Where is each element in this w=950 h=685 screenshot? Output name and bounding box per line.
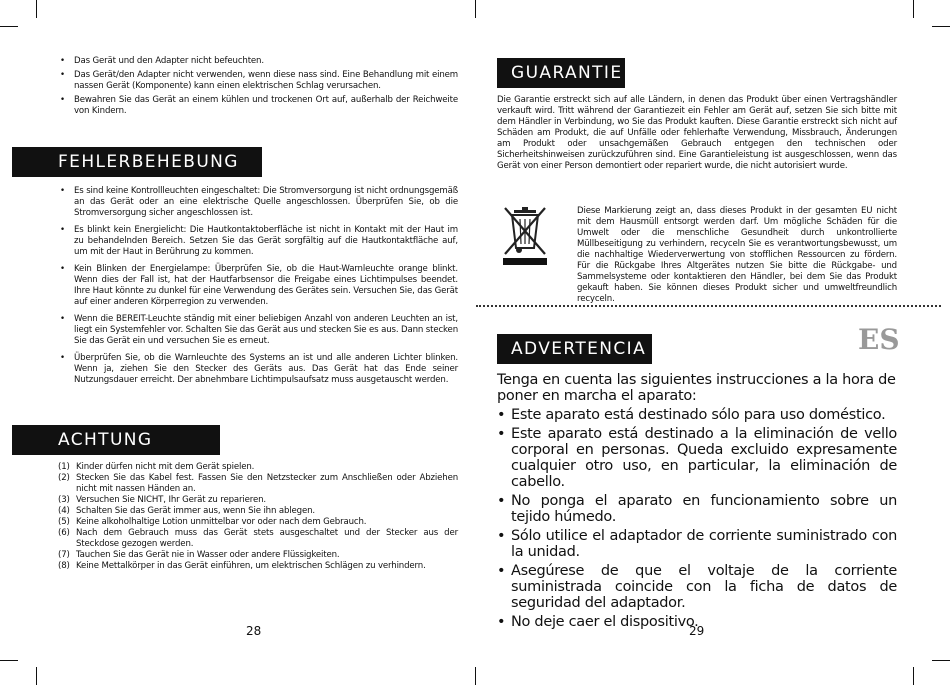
item-number: (3) bbox=[58, 495, 70, 505]
crop-mark bbox=[0, 660, 18, 661]
list-item: • Das Gerät/den Adapter nicht verwenden, wenn diese nass sind. Eine Behandlung mit einem nassen Gerät (Komponente) kann einen elektrischen Schlag verursachen. bbox=[58, 70, 458, 92]
section-divider bbox=[476, 305, 941, 307]
item-number: (8) bbox=[58, 561, 70, 571]
warning-list bbox=[497, 407, 897, 630]
page-number: 29 bbox=[689, 624, 705, 638]
crop-mark bbox=[932, 660, 950, 661]
crop-mark bbox=[36, 0, 37, 18]
advertencia-heading: ADVERTENCIA bbox=[497, 334, 652, 364]
troubleshooting-list bbox=[58, 186, 458, 386]
item-text: Stecken Sie das Kabel fest. Fassen Sie den Netzstecker zum Anschließen oder Abziehen nicht mit nassen Händen an. bbox=[76, 473, 458, 494]
list-item: • Kein Blinken der Energielampe: Überprüfen Sie, ob die Haut-Warnleuchte orange blinkt. Wenn dies der Fall ist, hat der Hautfarbsensor die Freigabe eines Lichtimpulses beendet. Ihre Haut könnte zu dunkel für eine Verwendung des Gerätes sein. Versuchen Sie, das Gerät auf einer anderen Körperregion zu verwenden. bbox=[58, 264, 458, 308]
left-page bbox=[58, 0, 458, 685]
list-item bbox=[58, 473, 458, 495]
list-item bbox=[58, 561, 458, 572]
list-item: • Das Gerät und den Adapter nicht befeuchten. bbox=[58, 56, 458, 67]
item-number: (1) bbox=[58, 462, 70, 472]
guarantee-text: Die Garantie erstreckt sich auf alle Ländern, in denen das Produkt über einen Vertragshändler verkauft wird. Tritt während der Garantiezeit ein Fehler am Gerät auf, setzen Sie sich bitte mit dem Händler in Verbindung, wo Sie das Produkt kauften. Diese Garantie erstreckt sich nicht auf Schäden am Produkt, die auf Unfälle oder fehlerhafte Verwendung, Missbrauch, Änderungen am Produkt oder unsachgemäßen Gebrauch entgegen den technischen oder Sicherheitshinweisen zurückzuführen sind. Eine Garantieleistung ist ausgeschlossen, wenn das Gerät von einer Person demontiert oder repariert wurde, die nicht autorisiert wurde. bbox=[497, 95, 897, 171]
page-number: 28 bbox=[246, 624, 262, 638]
item-text: Kinder dürfen nicht mit dem Gerät spielen. bbox=[76, 462, 255, 472]
crop-mark bbox=[913, 0, 914, 18]
list-item: • Sólo utilice el adaptador de corriente suministrado con la unidad. bbox=[497, 528, 897, 560]
fehlerbehebung-heading: FEHLERBEHEBUNG bbox=[12, 147, 262, 177]
item-number: (7) bbox=[58, 550, 70, 560]
list-item: • Es blinkt kein Energielicht: Die Hautkontaktoberfläche ist nicht in Kontakt mit der Haut im zu behandelnden Bereich. Setzen Sie das Gerät sorgfältig auf die Hautkontaktfläche auf, um mit der Haut in Berührung zu kommen. bbox=[58, 225, 458, 258]
item-text: Keine alkoholhaltige Lotion unmittelbar vor oder nach dem Gebrauch. bbox=[76, 517, 367, 527]
item-number: (6) bbox=[58, 528, 70, 538]
safety-bullet-list bbox=[58, 56, 458, 117]
caution-list bbox=[58, 462, 458, 572]
list-item: • No ponga el aparato en funcionamiento sobre un tejido húmedo. bbox=[497, 493, 897, 525]
list-item: • No deje caer el dispositivo. bbox=[497, 614, 897, 630]
warning-section bbox=[497, 372, 897, 630]
list-item bbox=[58, 550, 458, 561]
item-text: Nach dem Gebrauch muss das Gerät stets ausgeschaltet und der Stecker aus der Steckdose gezogen werden. bbox=[76, 528, 458, 549]
crop-mark bbox=[475, 667, 476, 685]
warning-intro: Tenga en cuenta las siguientes instrucciones a la hora de poner en marcha el aparato: bbox=[497, 372, 896, 404]
right-page bbox=[497, 0, 897, 685]
list-item bbox=[58, 462, 458, 473]
list-item: • Este aparato está destinado a la eliminación de vello corporal en personas. Queda excluido expresamente cualquier otro uso, en particular, la eliminación de cabello. bbox=[497, 426, 897, 490]
language-label: ES bbox=[858, 323, 900, 356]
item-number: (5) bbox=[58, 517, 70, 527]
garantie-heading: GUARANTIE bbox=[497, 58, 625, 88]
item-number: (2) bbox=[58, 473, 70, 483]
item-number: (4) bbox=[58, 506, 70, 516]
crop-mark bbox=[475, 0, 476, 18]
crop-mark bbox=[36, 667, 37, 685]
item-text: Tauchen Sie das Gerät nie in Wasser oder andere Flüssigkeiten. bbox=[76, 550, 340, 560]
list-item bbox=[58, 506, 458, 517]
list-item bbox=[58, 517, 458, 528]
list-item: • Wenn die BEREIT-Leuchte ständig mit einer beliebigen Anzahl von anderen Leuchten an ist, liegt ein Systemfehler vor. Schalten Sie das Gerät aus und stecken Sie es aus. Dann stecken Sie das Gerät ein und versuchen Sie es erneut. bbox=[58, 314, 458, 347]
weee-disposal-text: Diese Markierung zeigt an, dass dieses Produkt in der gesamten EU nicht mit dem Hausmüll entsorgt werden darf. Um mögliche Schäden für die Umwelt oder die menschliche Gesundheit durch unkontrollierte Müllbeseitigung zu verhindern, recyceln Sie es verantwortungsbewusst, um die nachhaltige Wiederverwertung von stofflichen Ressourcen zu fördern. Für die Rückgabe Ihres Altgerätes nutzen Sie bitte die Rückgabe- und Sammelsysteme oder kontaktieren den Händler, bei dem Sie das Produkt gekauft haben. Sie können dieses Produkt sicher und umweltfreundlich recyceln. bbox=[577, 206, 897, 304]
crop-mark bbox=[932, 26, 950, 27]
item-text: Schalten Sie das Gerät immer aus, wenn Sie ihn ablegen. bbox=[76, 506, 315, 516]
item-text: Keine Mettalkörper in das Gerät einführen, um elektrischen Schlägen zu verhindern. bbox=[76, 561, 426, 571]
list-item: • Überprüfen Sie, ob die Warnleuchte des Systems an ist und alle anderen Lichter blinken. Wenn ja, ziehen Sie den Stecker des Geräts aus. Das Gerät hat das Ende seiner Nutzungsdauer erreicht. Der abnehmbare Lichtimpulsaufsatz muss ausgetauscht werden. bbox=[58, 353, 458, 386]
item-text: Versuchen Sie NICHT, Ihr Gerät zu reparieren. bbox=[76, 495, 266, 505]
achtung-heading: ACHTUNG bbox=[12, 425, 220, 455]
list-item: • Este aparato está destinado sólo para uso doméstico. bbox=[497, 407, 897, 423]
list-item bbox=[58, 495, 458, 506]
list-item: • Asegúrese de que el voltaje de la corriente suministrada coincide con la ficha de datos de seguridad del adaptador. bbox=[497, 563, 897, 611]
crop-mark bbox=[0, 26, 18, 27]
list-item: • Es sind keine Kontrollleuchten eingeschaltet: Die Stromversorgung ist nicht ordnungsgemäß an das Gerät oder an eine elektrische Quelle angeschlossen. Überprüfen Sie, ob die Stromversorgung sicher angeschlossen ist. bbox=[58, 186, 458, 219]
crop-mark bbox=[913, 667, 914, 685]
list-item: • Bewahren Sie das Gerät an einem kühlen und trockenen Ort auf, außerhalb der Reichweite von Kindern. bbox=[58, 95, 458, 117]
list-item bbox=[58, 528, 458, 550]
crossed-out-wheelie-bin-icon bbox=[497, 204, 553, 268]
